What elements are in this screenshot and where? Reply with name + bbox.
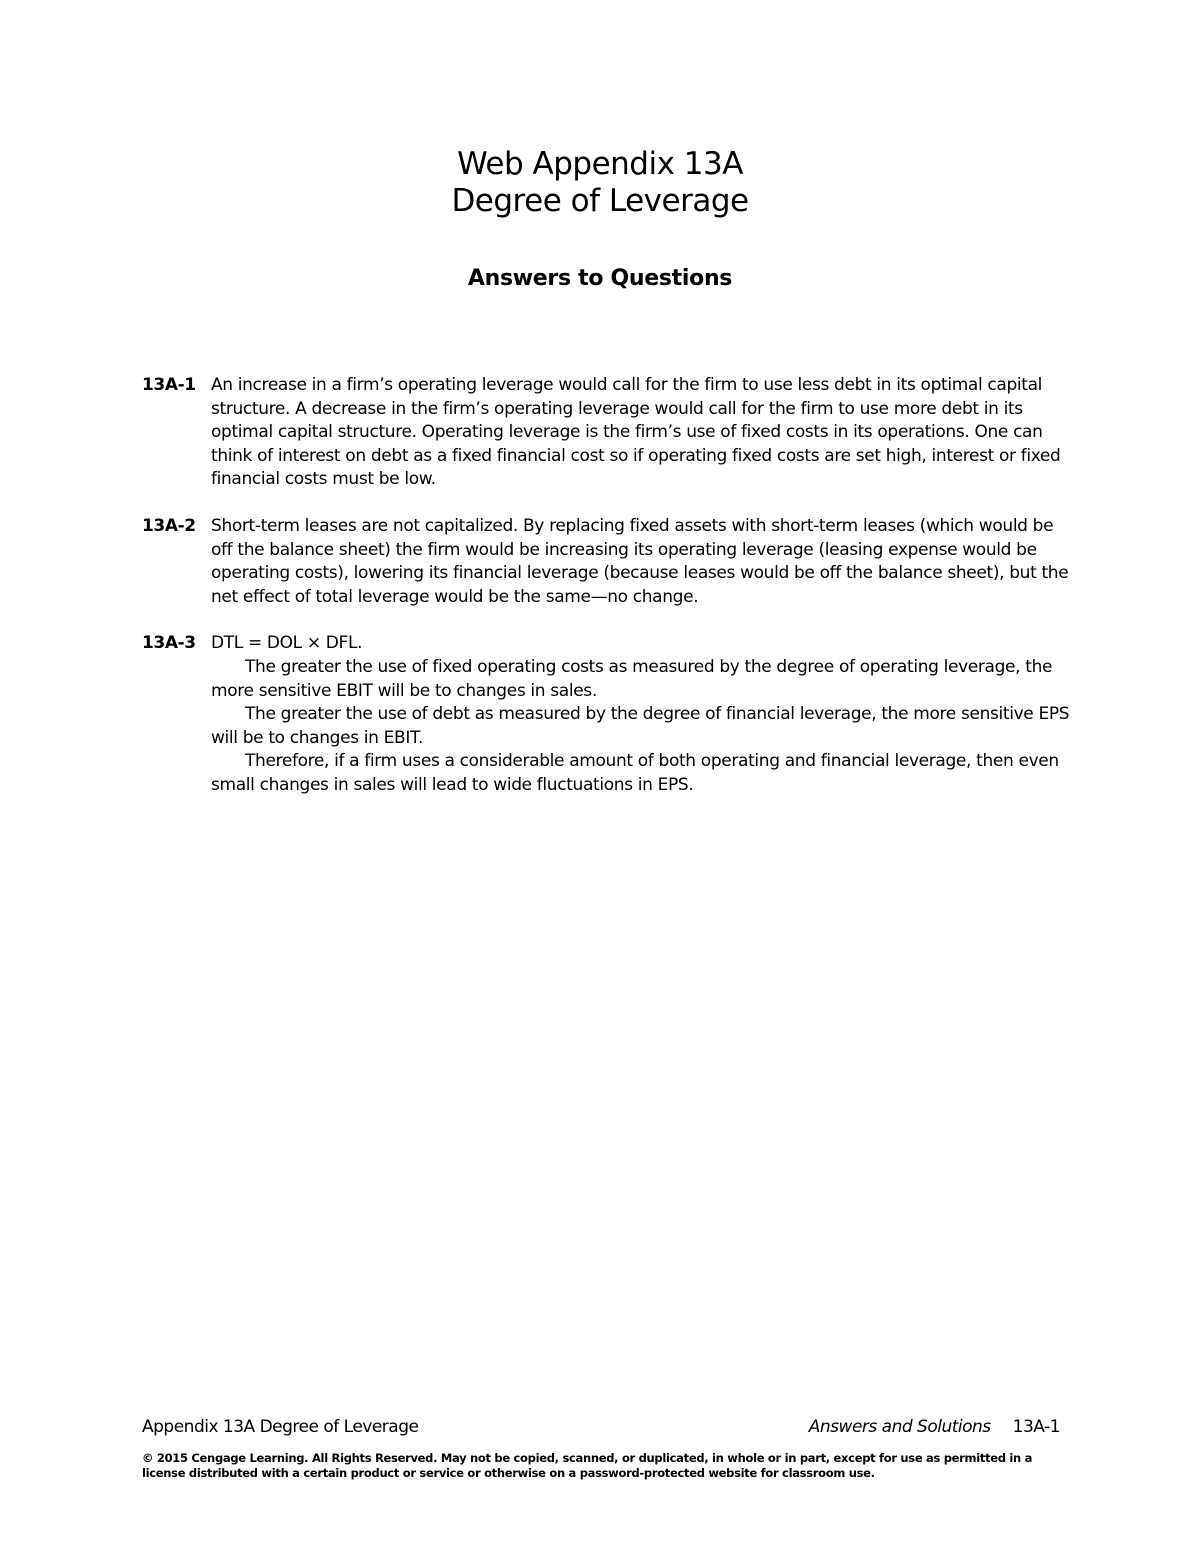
title-line-1: Web Appendix 13A — [457, 146, 743, 182]
answers-list — [142, 374, 1072, 821]
page-number: 13A-1 — [1012, 1417, 1060, 1437]
question-number: 13A-3 — [142, 633, 196, 654]
footer-section-name: Answers and Solutions — [808, 1417, 991, 1437]
footer-right-group — [809, 1416, 1060, 1438]
answer-text — [211, 515, 1072, 609]
page-title — [0, 146, 1200, 220]
answer-formula: DTL = DOL × DFL. — [211, 633, 363, 654]
footer-chapter-title: Appendix 13A Degree of Leverage — [142, 1417, 419, 1437]
copyright-notice: © 2015 Cengage Learning. All Rights Reserved. May not be copied, scanned, or duplicated, in whole or in part, except for use as permitted in a license distributed with a certain product or service or otherwise on a password-protected website for classroom use. — [142, 1451, 1033, 1480]
answer-paragraph: Short-term leases are not capitalized. By replacing fixed assets with short-term leases (which would be off the balance sheet) the firm would be increasing its operating leverage (leasing expense would be operating costs), lowering its financial leverage (because leases would be off the balance sheet), but the net effect of total leverage would be the same—no change. — [211, 515, 1069, 607]
question-number: 13A-1 — [142, 375, 196, 395]
answer-13a-1 — [142, 374, 1072, 492]
section-heading: Answers to Questions — [467, 266, 733, 291]
answer-13a-3 — [142, 632, 1072, 797]
answer-paragraph: An increase in a firm’s operating leverage would call for the firm to use less debt in its optimal capital structure. A decrease in the firm’s operating leverage would call for the firm to use more debt in its optimal capital structure. Operating leverage is the firm’s use of fixed costs in its operations. One can think of interest on debt as a fixed financial cost so if operating fixed costs are set high, interest or fixed financial costs must be low. — [211, 375, 1061, 490]
answer-paragraph: The greater the use of fixed operating costs as measured by the degree of operating leverage, the more sensitive EBIT will be to changes in sales. — [211, 656, 1053, 701]
answer-text — [211, 374, 1072, 492]
answer-paragraph: The greater the use of debt as measured by the degree of financial leverage, the more sensitive EPS will be to changes in EBIT. — [211, 704, 1070, 748]
answer-paragraph: Therefore, if a firm uses a considerable amount of both operating and financial leverage, then even small changes in sales will lead to wide fluctuations in EPS. — [211, 751, 1059, 795]
question-number: 13A-2 — [142, 515, 196, 536]
answer-text — [211, 632, 1072, 797]
title-line-2: Degree of Leverage — [451, 183, 749, 219]
answer-13a-2 — [142, 515, 1072, 609]
